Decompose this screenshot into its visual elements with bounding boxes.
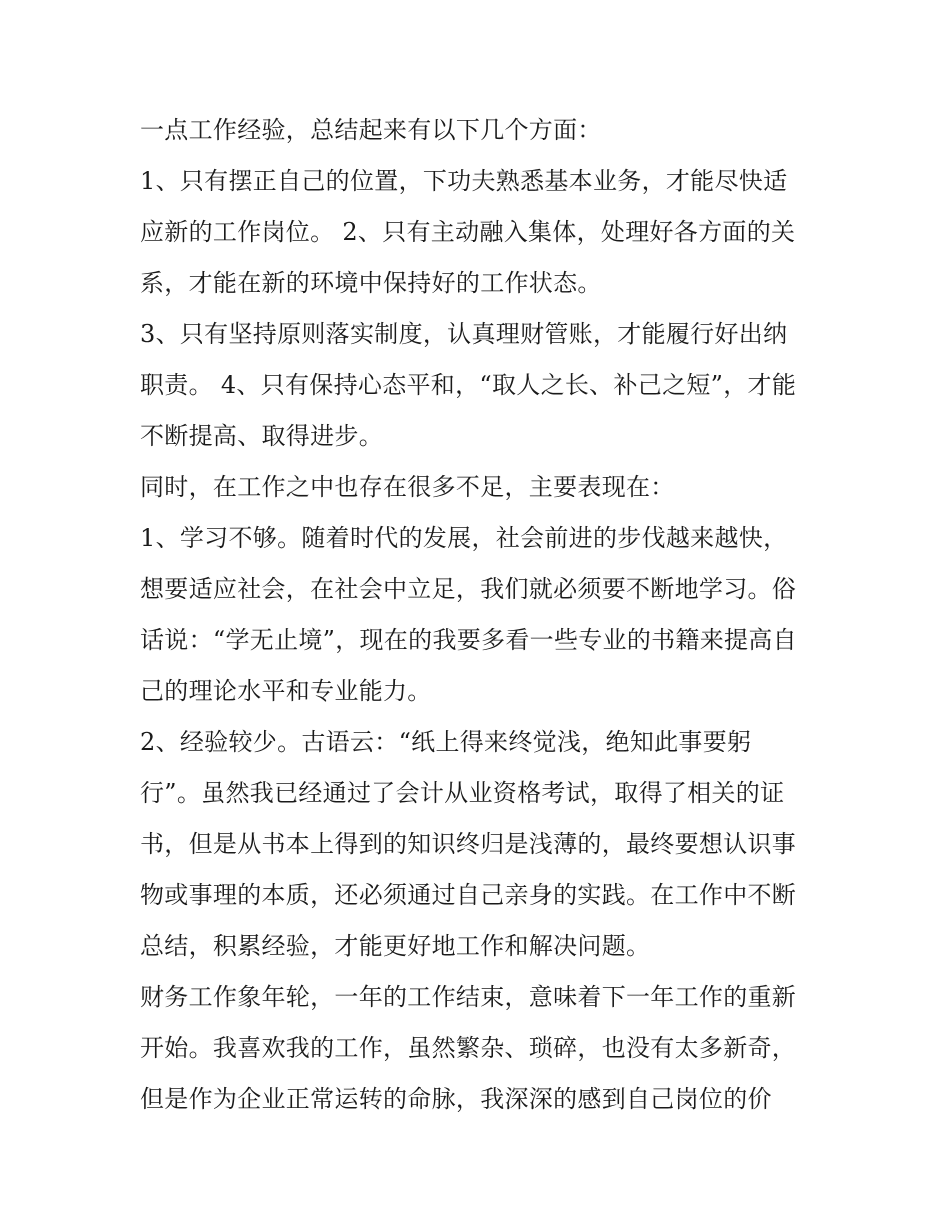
- text-line: 一点工作经验，总结起来有以下几个方面：: [140, 116, 602, 144]
- text-line: 不断提高、取得进步。: [140, 422, 383, 450]
- text-line: 想要适应社会，在社会中立足，我们就必须要不断地学习。俗: [140, 575, 797, 603]
- text-line: 物或事理的本质，还必须通过自己亲身的实践。在工作中不断: [140, 881, 797, 909]
- text-line: 己的理论水平和专业能力。: [140, 677, 432, 705]
- text-line: 1、只有摆正自己的位置，下功夫熟悉基本业务，才能尽快适: [140, 167, 788, 195]
- text-line: 职责。 4、只有保持心态平和，“取人之长、补己之短”，才能: [140, 371, 797, 399]
- text-line: 2、经验较少。古语云：“纸上得来终觉浅，绝知此事要躬: [140, 728, 752, 756]
- text-line: 书，但是从书本上得到的知识终归是浅薄的，最终要想认识事: [140, 830, 797, 858]
- text-line: 同时，在工作之中也存在很多不足，主要表现在：: [140, 473, 675, 501]
- text-line: 话说：“学无止境”，现在的我要多看一些专业的书籍来提高自: [140, 626, 797, 654]
- text-line: 应新的工作岗位。 2、只有主动融入集体，处理好各方面的关: [140, 218, 796, 246]
- text-line: 但是作为企业正常运转的命脉，我深深的感到自己岗位的价: [140, 1085, 772, 1113]
- text-line: 总结，积累经验，才能更好地工作和解决问题。: [140, 932, 651, 960]
- text-line: 1、学习不够。随着时代的发展，社会前进的步伐越来越快，: [140, 524, 788, 552]
- text-line: 开始。我喜欢我的工作，虽然繁杂、琐碎，也没有太多新奇，: [140, 1034, 797, 1062]
- text-line: 财务工作象年轮，一年的工作结束，意味着下一年工作的重新: [140, 983, 797, 1011]
- text-line: 3、只有坚持原则落实制度，认真理财管账，才能履行好出纳: [140, 320, 788, 348]
- text-line: 行”。虽然我已经通过了会计从业资格考试，取得了相关的证: [140, 779, 785, 807]
- text-line: 系，才能在新的环境中保持好的工作状态。: [140, 269, 602, 297]
